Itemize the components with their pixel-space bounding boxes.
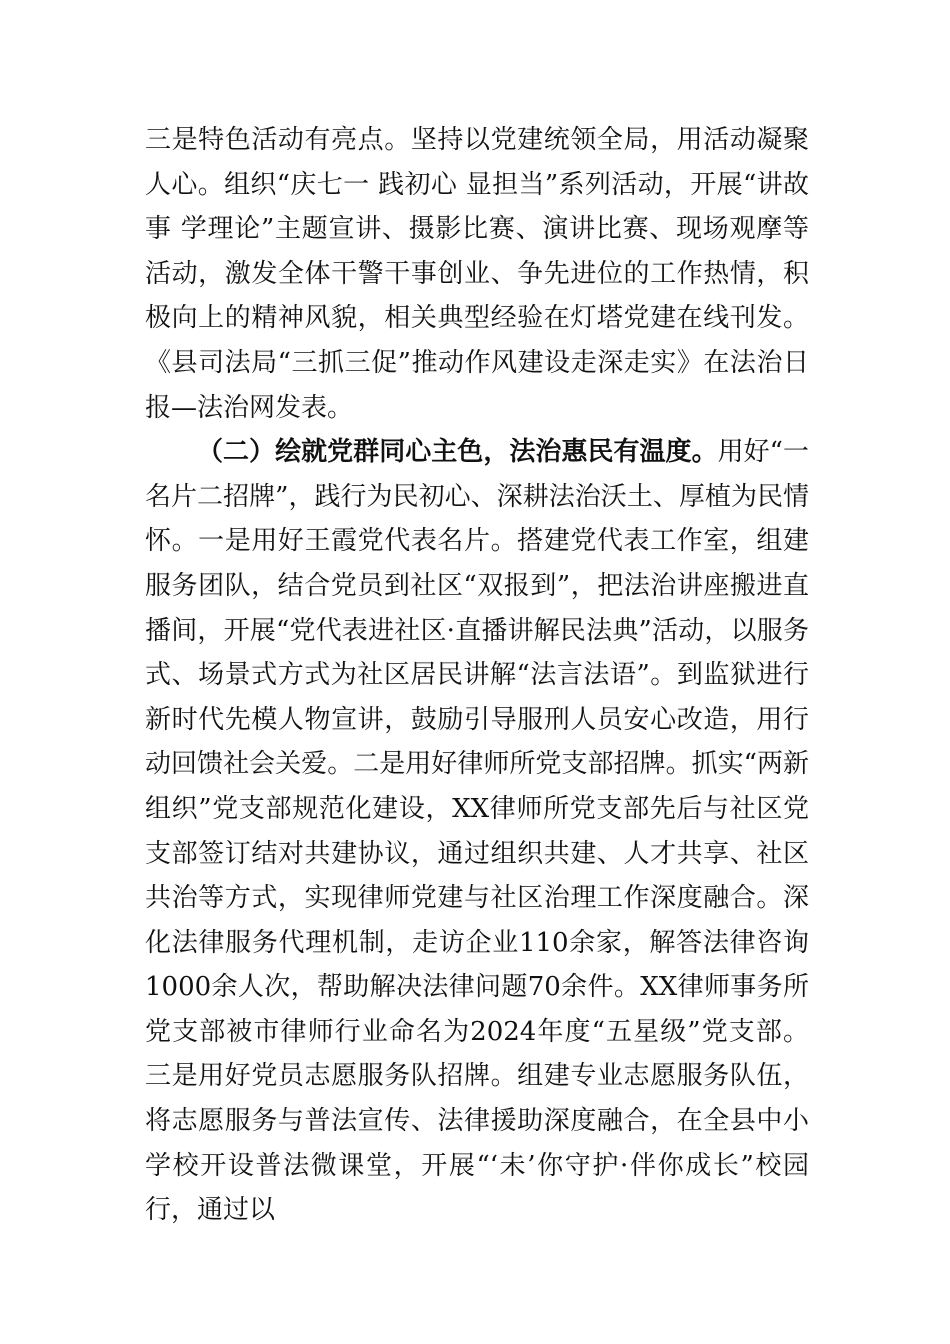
section-2-heading: （二）绘就党群同心主色，法治惠民有温度。 (197, 437, 718, 468)
paragraph-section-2 (145, 430, 809, 1233)
paragraph-special-activities: 三是特色活动有亮点。坚持以党建统领全局，用活动凝聚人心。组织“庆七一 践初心 显担当”系列活动，开展“讲故事 学理论”主题宣讲、摄影比赛、演讲比赛、现场观摩等活动，激发全体干警干事创业、争先进位的工作热情，积极向上的精神风貌，相关典型经验在灯塔党建在线刊发。《县司法局“三抓三促”推动作风建设走深走实》在法治日报—法治网发表。 (145, 125, 809, 423)
section-2-body: 用好“一名片二招牌”，践行为民初心、深耕法治沃土、厚植为民情怀。一是用好王霞党代表名片。搭建党代表工作室，组建服务团队，结合党员到社区“双报到”，把法治讲座搬进直播间，开展“党代表进社区·直播讲解民法典”活动，以服务式、场景式方式为社区居民讲解“法言法语”。到监狱进行新时代先模人物宣讲，鼓励引导服刑人员安心改造，用行动回馈社会关爱。二是用好律师所党支部招牌。抓实“两新组织”党支部规范化建设，XX律师所党支部先后与社区党支部签订结对共建协议，通过组织共建、人才共享、社区共治等方式，实现律师党建与社区治理工作深度融合。深化法律服务代理机制，走访企业110余家，解答法律咨询1000余人次，帮助解决法律问题70余件。XX律师事务所党支部被市律师行业命名为2024年度“五星级”党支部。三是用好党员志愿服务队招牌。组建专业志愿服务队伍，将志愿服务与普法宣传、法律援助深度融合，在全县中小学校开设普法微课堂，开展“‘未’你守护·伴你成长”校园行，通过以 (145, 437, 809, 1226)
document-body (145, 118, 809, 1233)
